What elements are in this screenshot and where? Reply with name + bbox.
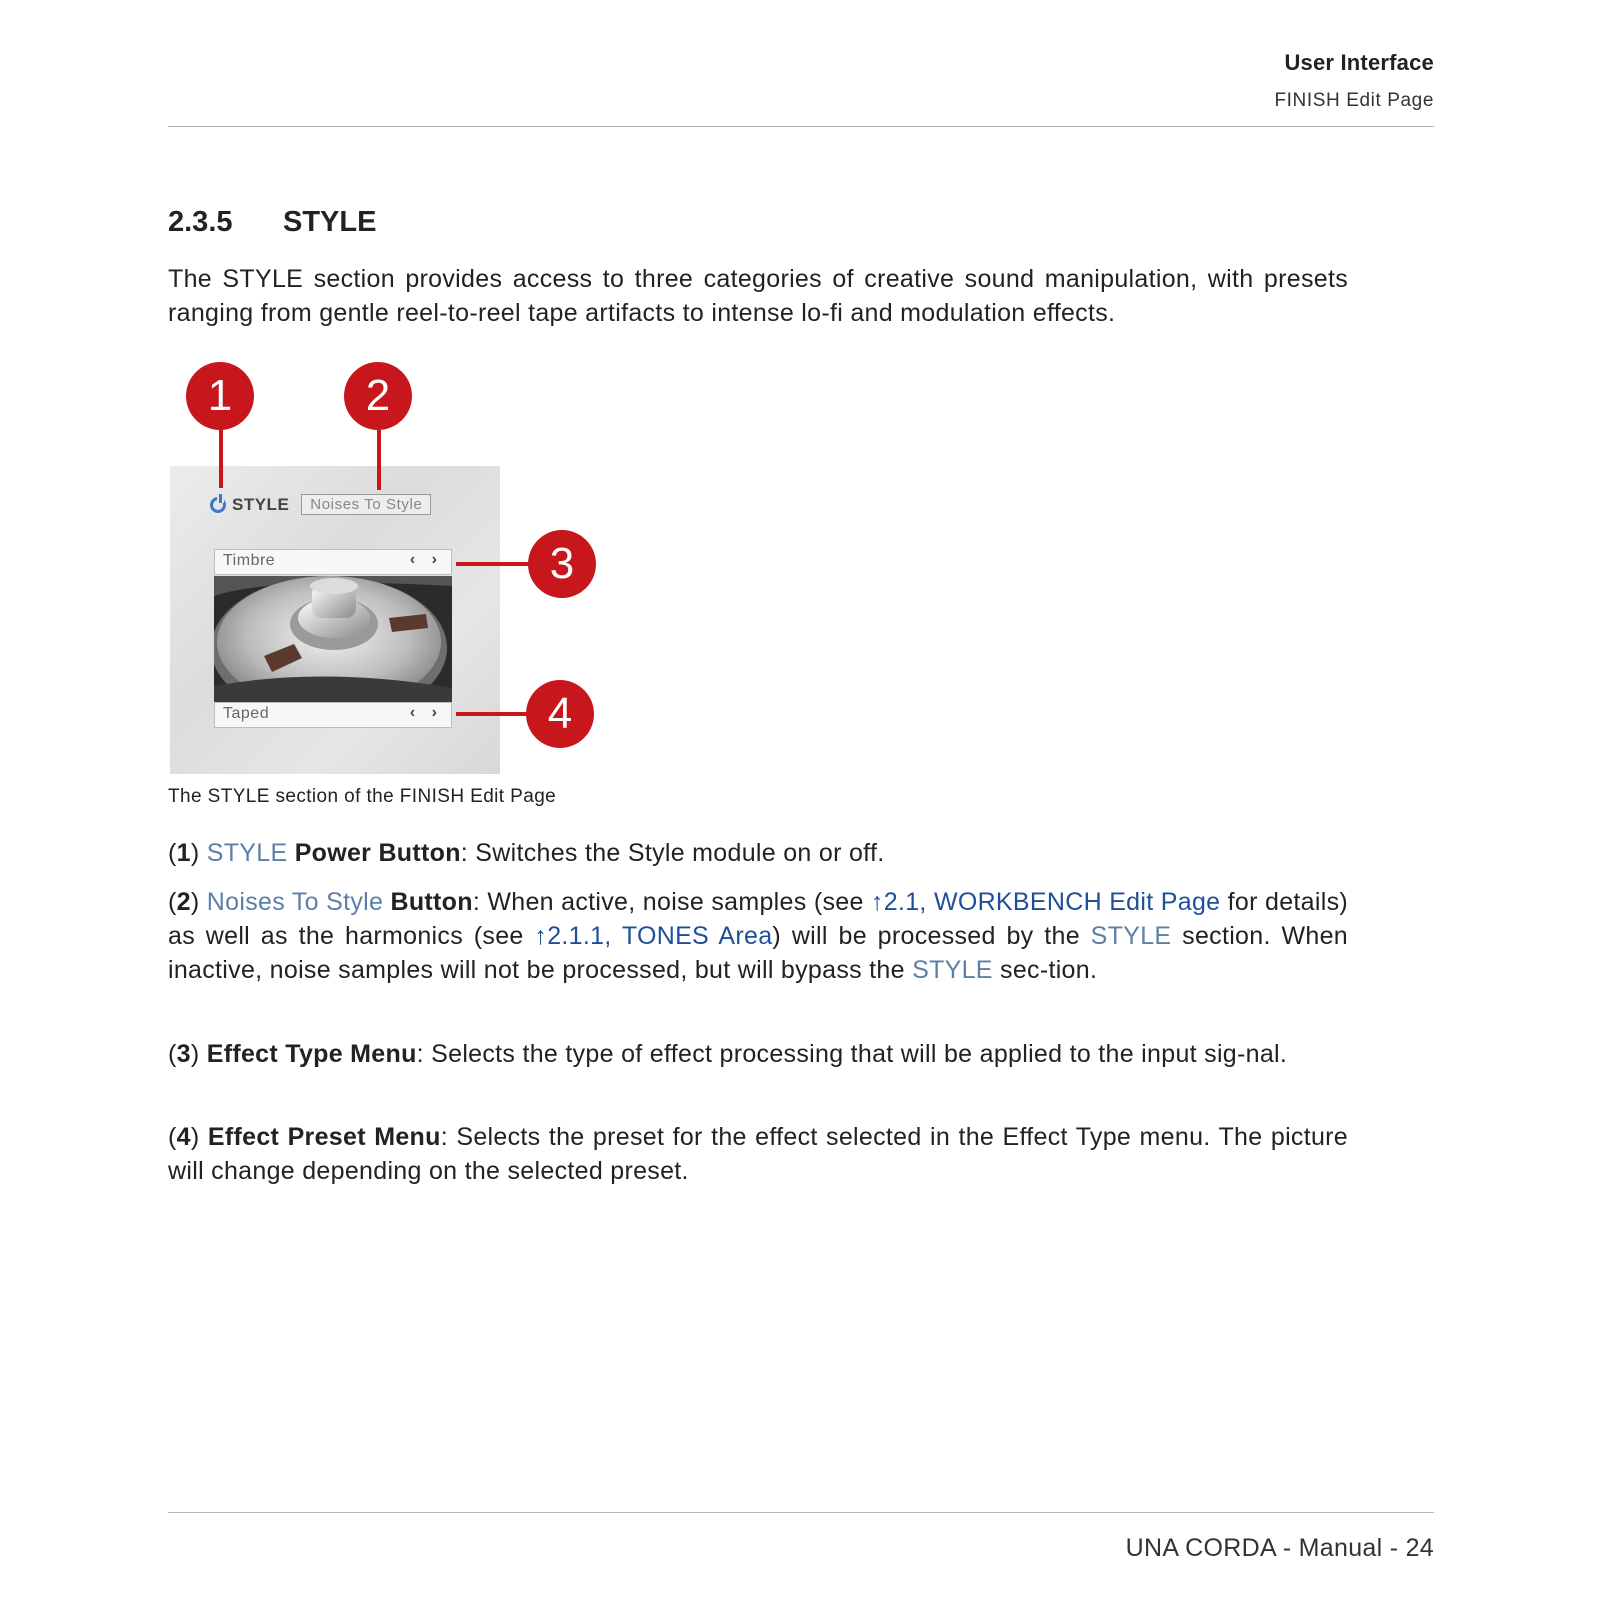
reel-to-reel-image xyxy=(214,576,452,702)
callout-2: 2 xyxy=(344,362,412,430)
section-number: 2.3.5 xyxy=(168,206,233,238)
figure-style-label: STYLE xyxy=(232,494,290,514)
item-term: Effect Type Menu xyxy=(206,1040,417,1068)
ui-reference: STYLE xyxy=(912,956,993,984)
header-divider xyxy=(168,126,1434,127)
effect-preset-value: Taped xyxy=(223,705,270,722)
item-effect-type-menu: (3) Effect Type Menu: Selects the type of effect processing that will be applied to the input sig-nal. xyxy=(168,1040,1288,1068)
figure-top-bar xyxy=(210,494,431,515)
header-section-title: User Interface xyxy=(1284,50,1434,75)
item-description: : Switches the Style module on or off. xyxy=(460,839,885,867)
figure-effect-type-menu xyxy=(214,549,452,575)
effect-type-arrows-icon: ‹ › xyxy=(409,551,443,568)
effect-preset-arrows-icon: ‹ › xyxy=(409,704,443,721)
figure-noises-to-style-button: Noises To Style xyxy=(301,494,431,515)
running-header xyxy=(1274,50,1434,112)
callout-3: 3 xyxy=(528,530,596,598)
callout-4: 4 xyxy=(526,680,594,748)
effect-type-value: Timbre xyxy=(223,552,276,569)
item-noises-to-style-button: (2) Noises To Style Button: When active, noise samples (see ↑2.1, WORKBENCH Edit Page for details) as well as the harmonics (see ↑2.1.1, TONES Area) will be processed by the STYLE section. When inactive, noise samples will not be processed, but will bypass the STYLE sec-tion. xyxy=(168,888,1348,984)
style-section-figure xyxy=(170,466,500,774)
item-text: sec-tion. xyxy=(992,956,1098,984)
callout-3-leader xyxy=(456,562,530,566)
callout-1: 1 xyxy=(186,362,254,430)
item-number: 4 xyxy=(176,1123,191,1151)
ui-reference: Noises To Style xyxy=(206,888,384,916)
item-style-power-button: (1) STYLE Power Button: Switches the Style module on or off. xyxy=(168,839,885,867)
item-term: Power Button xyxy=(294,839,461,867)
footer-divider xyxy=(168,1512,1434,1513)
item-number: 2 xyxy=(176,888,191,916)
item-term: Effect Preset Menu xyxy=(207,1123,441,1151)
item-number: 3 xyxy=(176,1040,191,1068)
item-description: : Selects the type of effect processing that will be applied to the input sig-nal. xyxy=(416,1040,1288,1068)
intro-paragraph: The STYLE section provides access to three categories of creative sound manipulation, with presets ranging from gentle reel-to-reel tape artifacts to intense lo-fi and modulation effects. xyxy=(168,265,1348,327)
figure-caption: The STYLE section of the FINISH Edit Page xyxy=(168,786,557,807)
link-tones-area[interactable]: ↑2.1.1, TONES Area xyxy=(534,922,773,950)
callout-4-leader xyxy=(456,712,528,716)
callout-2-leader xyxy=(377,430,381,490)
ui-reference: STYLE xyxy=(206,839,288,867)
header-subsection-title: FINISH Edit Page xyxy=(1274,90,1434,111)
item-number: 1 xyxy=(176,839,191,867)
item-text: section. When inactive, noise samples will not be processed, but will bypass the xyxy=(168,922,1348,984)
item-effect-preset-menu: (4) Effect Preset Menu: Selects the preset for the effect selected in the Effect Type menu. The picture will change depending on the selected preset. xyxy=(168,1123,1349,1185)
section-heading xyxy=(168,206,376,239)
ui-reference: STYLE xyxy=(1090,922,1172,950)
item-term: Button xyxy=(390,888,473,916)
section-title: STYLE xyxy=(283,206,377,238)
link-workbench-edit-page[interactable]: ↑2.1, WORKBENCH Edit Page xyxy=(870,888,1221,916)
item-text: : When active, noise samples (see xyxy=(472,888,871,916)
callout-1-leader xyxy=(219,430,223,488)
item-text: for details) as well as the harmonics (see xyxy=(168,888,1348,950)
item-description: : Selects the preset for the effect selected in the Effect Type menu. The picture will change depending on the selected preset. xyxy=(168,1123,1349,1185)
item-text: ) will be processed by the xyxy=(772,922,1091,950)
page-footer: UNA CORDA - Manual - 24 xyxy=(1125,1534,1434,1562)
power-icon xyxy=(210,497,226,513)
figure-effect-preset-menu xyxy=(214,702,452,728)
